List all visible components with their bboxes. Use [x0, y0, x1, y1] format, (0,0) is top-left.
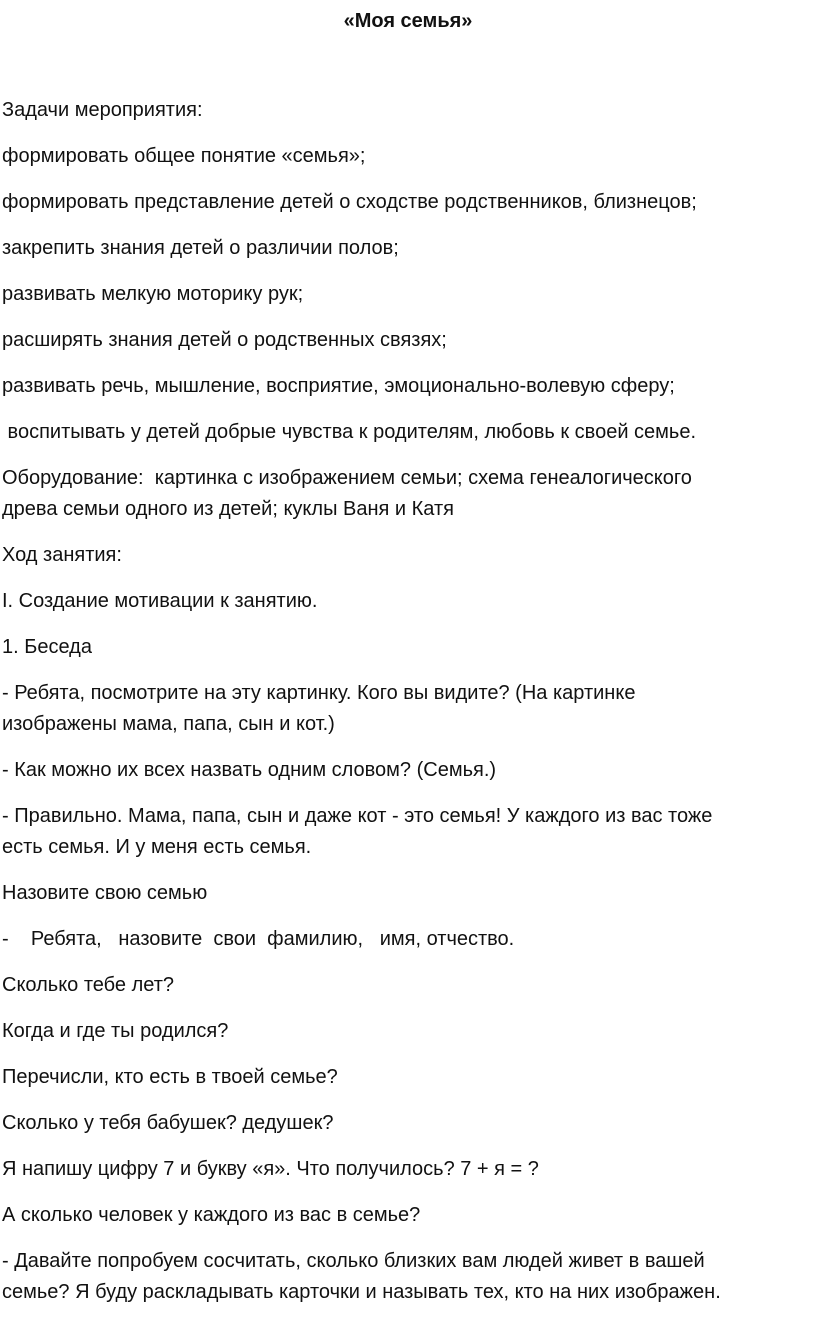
question-line-1: - Ребята, назовите свои фамилию, имя, отчество. [2, 928, 515, 950]
dialog-line-2: - Как можно их всех назвать одним словом? (Семья.) [2, 759, 497, 781]
question-line-5: Сколько у тебя бабушек? дедушек? [2, 1112, 334, 1134]
question-line-7: А сколько человек у каждого из вас в семье? [2, 1204, 421, 1226]
equipment-line-2: древа семьи одного из детей; куклы Ваня и Катя [2, 498, 454, 520]
question-line-4: Перечисли, кто есть в твоей семье? [2, 1066, 338, 1088]
task-item-5: расширять знания детей о родственных связях; [2, 329, 447, 351]
dialog-line-4a: - Давайте попробуем сосчитать, сколько близких вам людей живет в вашей [2, 1250, 705, 1272]
question-line-6: Я напишу цифру 7 и букву «я». Что получилось? 7 + я = ? [2, 1158, 539, 1180]
document-title: «Моя семья» [343, 10, 473, 32]
lesson-progress-heading: Ход занятия: [2, 544, 122, 566]
task-item-6: развивать речь, мышление, восприятие, эмоционально-волевую сферу; [2, 375, 675, 397]
dialog-line-1a: - Ребята, посмотрите на эту картинку. Кого вы видите? (На картинке [2, 682, 636, 704]
section-heading-1: I. Создание мотивации к занятию. [2, 590, 318, 612]
question-line-3: Когда и где ты родился? [2, 1020, 229, 1042]
tasks-heading: Задачи мероприятия: [2, 99, 203, 121]
task-item-7: воспитывать у детей добрые чувства к родителям, любовь к своей семье. [2, 421, 697, 443]
task-item-2: формировать представление детей о сходстве родственников, близнецов; [2, 191, 697, 213]
dialog-line-1b: изображены мама, папа, сын и кот.) [2, 713, 335, 735]
question-line-2: Сколько тебе лет? [2, 974, 175, 996]
name-family-heading: Назовите свою семью [2, 882, 208, 904]
task-item-4: развивать мелкую моторику рук; [2, 283, 304, 305]
dialog-line-3b: есть семья. И у меня есть семья. [2, 836, 312, 858]
equipment-line-1: Оборудование: картинка с изображением семьи; схема генеалогического [2, 467, 692, 489]
task-item-3: закрепить знания детей о различии полов; [2, 237, 399, 259]
dialog-line-4b: семье? Я буду раскладывать карточки и называть тех, кто на них изображен. [2, 1281, 721, 1303]
dialog-line-3a: - Правильно. Мама, папа, сын и даже кот - это семья! У каждого из вас тоже [2, 805, 713, 827]
subsection-heading: 1. Беседа [2, 636, 92, 658]
task-item-1: формировать общее понятие «семья»; [2, 145, 366, 167]
